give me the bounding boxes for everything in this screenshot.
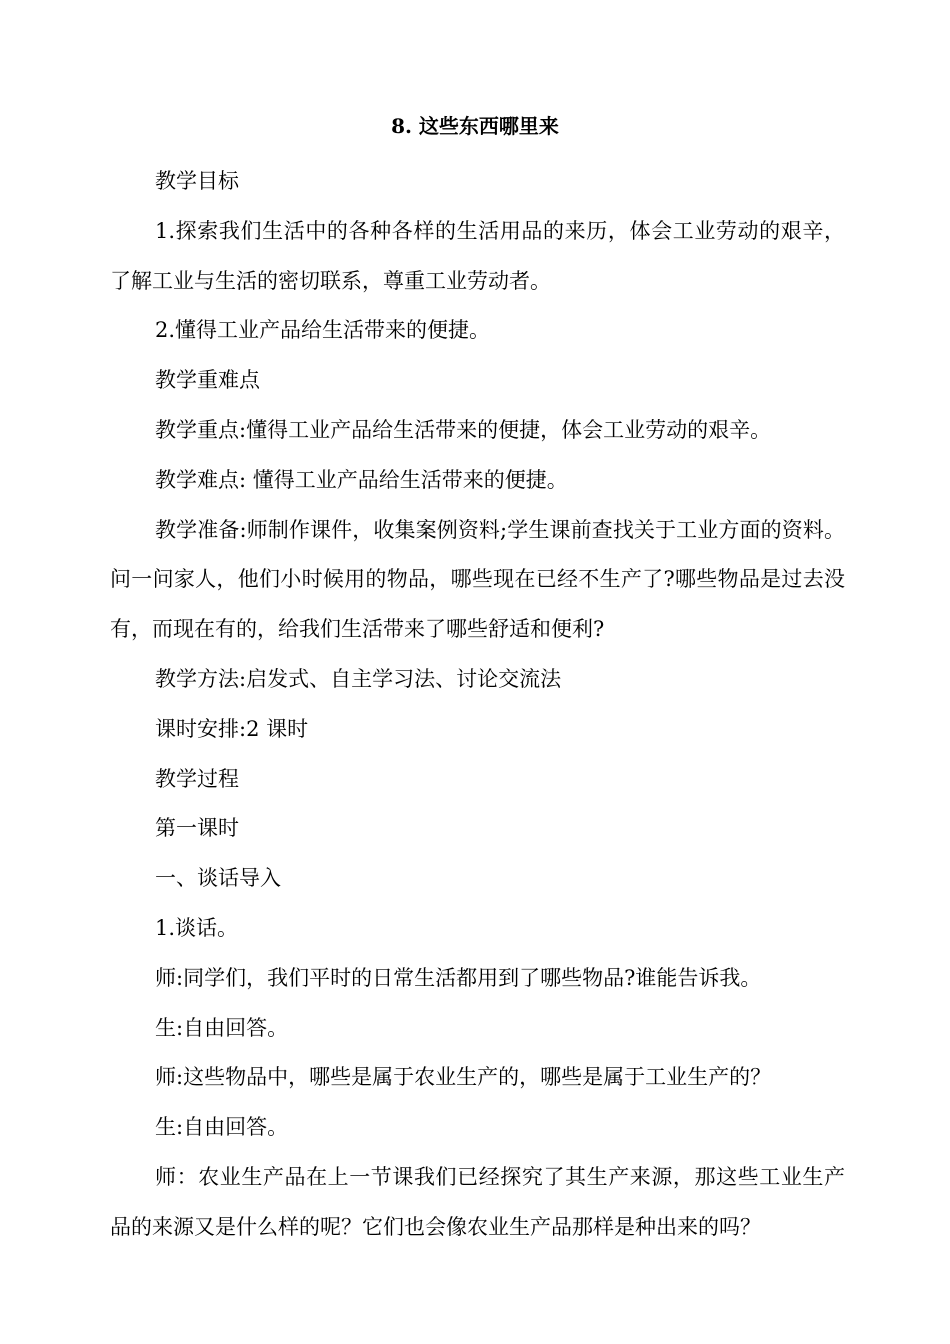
document-body [110, 157, 845, 1253]
paragraph-talk: 1.谈话。 [155, 915, 239, 940]
paragraph-difficult-point: 教学难点: 懂得工业产品给生活带来的便捷。 [155, 467, 568, 492]
paragraph-teacher-3: 师：农业生产品在上一节课我们已经探究了其生产来源，那这些工业生产品的来源又是什么样的呢？它们也会像农业生产品那样是种出来的吗？ [110, 1164, 845, 1239]
paragraph-schedule: 课时安排:2 课时 [155, 716, 309, 741]
paragraph-process-heading: 教学过程 [155, 766, 239, 791]
paragraph-key-point: 教学重点:懂得工业产品给生活带来的便捷，体会工业劳动的艰辛。 [155, 417, 772, 442]
paragraph-teacher-2: 师:这些物品中，哪些是属于农业生产的，哪些是属于工业生产的？ [155, 1065, 772, 1090]
paragraph-student-1: 生:自由回答。 [155, 1015, 289, 1040]
paragraph-student-2: 生:自由回答。 [155, 1115, 289, 1140]
paragraph-teaching-goals-heading: 教学目标 [155, 169, 239, 193]
paragraph-teacher-1: 师:同学们，我们平时的日常生活都用到了哪些物品?谁能告诉我。 [155, 965, 762, 990]
paragraph-key-points-heading: 教学重难点 [155, 368, 260, 393]
document-title: 8. 这些东西哪里来 [391, 114, 559, 138]
paragraph-first-lesson: 第一课时 [155, 816, 239, 841]
paragraph-preparation: 教学准备:师制作课件，收集案例资料;学生课前查找关于工业方面的资料。问一问家人，他们小时候用的物品，哪些现在已经不生产了?哪些物品是过去没有，而现在有的，给我们生活带来了哪些舒适和便利? [110, 517, 845, 642]
paragraph-method: 教学方法:启发式、自主学习法、讨论交流法 [155, 666, 562, 691]
paragraph-goal-2: 2.懂得工业产品给生活带来的便捷。 [155, 318, 491, 343]
paragraph-goal-1: 1.探索我们生活中的各种各样的生活用品的来历，体会工业劳动的艰辛，了解工业与生活的密切联系，尊重工业劳动者。 [110, 218, 845, 293]
paragraph-section-intro: 一、谈话导入 [155, 866, 281, 891]
